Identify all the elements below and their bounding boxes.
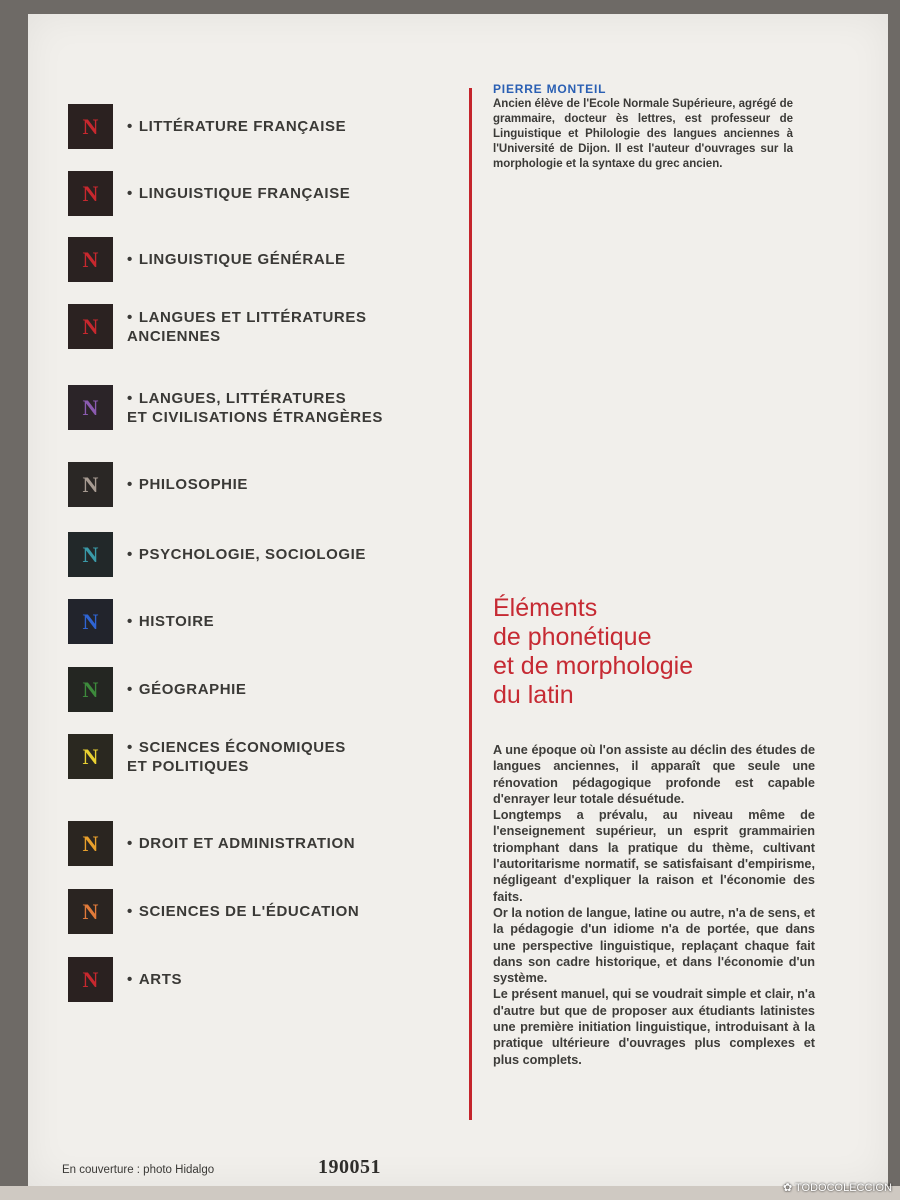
n-logo-icon: N <box>68 957 113 1002</box>
bullet-icon: • <box>127 613 133 630</box>
title-line: du latin <box>493 681 574 709</box>
bullet-icon: • <box>127 546 133 563</box>
series-label-text: SCIENCES DE L'ÉDUCATION <box>138 903 360 920</box>
series-label <box>127 389 383 427</box>
series-label <box>127 545 366 564</box>
description-paragraph: Longtemps a prévalu, au niveau même de l'enseignement supérieur, un esprit grammairien triomphant dans la pratique du thème, cultivant l'autoritarisme normatif, se satisfaisant d'empirisme, négligeant d'expliquer la raison et l'économie des faits. <box>493 808 815 904</box>
series-label <box>127 308 367 346</box>
series-label-line <box>127 902 359 921</box>
author-name: PIERRE MONTEIL <box>493 82 607 96</box>
series-label <box>127 834 355 853</box>
series-label-line <box>127 475 248 494</box>
series-item <box>68 957 182 1002</box>
n-logo-icon: N <box>68 104 113 149</box>
title-line: et de morphologie <box>493 652 694 680</box>
series-label-line <box>127 834 355 853</box>
red-divider-line <box>469 88 472 1120</box>
series-label <box>127 117 346 136</box>
series-label-text: LINGUISTIQUE GÉNÉRALE <box>138 251 346 268</box>
bullet-icon: • <box>127 971 133 988</box>
series-label <box>127 184 350 203</box>
series-label-text: PHILOSOPHIE <box>138 476 248 493</box>
author-bio: Ancien élève de l'Ecole Normale Supérieure, agrégé de grammaire, docteur ès lettres, est professeur de Linguistique et Philologie des langues anciennes à l'Université de Dijon. Il est l'auteur d'ouvrages sur la morphologie et la syntaxe du grec ancien. <box>493 98 793 170</box>
series-item <box>68 385 383 430</box>
bullet-icon: • <box>127 738 133 756</box>
series-label-line: ET CIVILISATIONS ÉTRANGÈRES <box>127 408 383 426</box>
n-logo-icon: N <box>68 237 113 282</box>
series-label-line <box>127 184 350 203</box>
series-item <box>68 304 367 349</box>
n-logo-icon: N <box>68 889 113 934</box>
series-label-line <box>127 250 346 269</box>
book-description <box>493 742 815 1068</box>
n-logo-icon: N <box>68 821 113 866</box>
series-label-line <box>127 308 367 327</box>
series-label <box>127 738 346 776</box>
series-label <box>127 250 346 269</box>
cover-photo-credit: En couverture : photo Hidalgo <box>62 1164 215 1176</box>
bullet-icon: • <box>127 251 133 268</box>
book-title <box>493 594 813 710</box>
catalog-number: 190051 <box>318 1156 381 1178</box>
series-label-line <box>127 117 346 136</box>
n-logo-icon: N <box>68 171 113 216</box>
series-item <box>68 104 346 149</box>
series-label <box>127 612 214 631</box>
series-label-text: LITTÉRATURE FRANÇAISE <box>138 118 347 135</box>
bullet-icon: • <box>127 308 133 326</box>
series-label-line <box>127 389 383 408</box>
series-item <box>68 821 355 866</box>
n-logo-icon: N <box>68 599 113 644</box>
description-paragraph: Or la notion de langue, latine ou autre, n'a de sens, et la pédagogie d'un idiome n'a de portée, que dans une perspective linguistique, replaçant chaque fait dans son cadre historique, et dans l'économie d'un système. <box>493 905 815 986</box>
bullet-icon: • <box>127 681 133 698</box>
series-label-line <box>127 612 214 631</box>
series-label-text: LINGUISTIQUE FRANÇAISE <box>138 185 351 202</box>
series-label-text: LANGUES ET LITTÉRATURES <box>138 308 367 326</box>
series-label-line <box>127 738 346 757</box>
series-label-text: PSYCHOLOGIE, SOCIOLOGIE <box>138 546 367 563</box>
series-label <box>127 475 248 494</box>
n-logo-icon: N <box>68 462 113 507</box>
n-logo-icon: N <box>68 385 113 430</box>
series-label <box>127 680 247 699</box>
watermark: ✿ TODOCOLECCION <box>782 1182 892 1194</box>
bullet-icon: • <box>127 185 133 202</box>
series-label-text: SCIENCES ÉCONOMIQUES <box>138 738 346 756</box>
series-label <box>127 970 182 989</box>
bullet-icon: • <box>127 476 133 493</box>
series-label-line <box>127 970 182 989</box>
description-paragraph: Le présent manuel, qui se voudrait simple et clair, n'a d'autre but que de proposer aux étudiants latinistes une première initiation linguistique, introduisant à la pratique ultérieure d'ouvrages plus complexes et plus complets. <box>493 987 815 1067</box>
series-label-line: ET POLITIQUES <box>127 757 249 775</box>
series-label-line: ANCIENNES <box>127 327 221 345</box>
title-line: Éléments <box>493 594 598 622</box>
n-logo-icon: N <box>68 734 113 779</box>
series-label-text: ARTS <box>138 971 183 988</box>
table-surface <box>0 1186 900 1200</box>
series-item <box>68 171 350 216</box>
series-label <box>127 902 359 921</box>
series-item <box>68 734 346 779</box>
title-line: de phonétique <box>493 623 652 651</box>
series-item <box>68 667 247 712</box>
series-label-text: HISTOIRE <box>138 613 215 630</box>
n-logo-icon: N <box>68 667 113 712</box>
bullet-icon: • <box>127 903 133 920</box>
series-label-text: DROIT ET ADMINISTRATION <box>138 835 356 852</box>
series-item <box>68 237 346 282</box>
series-item <box>68 889 359 934</box>
n-logo-icon: N <box>68 304 113 349</box>
series-label-line <box>127 680 247 699</box>
n-logo-icon: N <box>68 532 113 577</box>
series-label-text: GÉOGRAPHIE <box>138 681 247 698</box>
bullet-icon: • <box>127 118 133 135</box>
description-paragraph: A une époque où l'on assiste au déclin des études de langues anciennes, il apparaît que seule une rénovation pédagogique profonde est capable d'enrayer leur totale désuétude. <box>493 743 815 806</box>
series-label-line <box>127 545 366 564</box>
series-label-text: LANGUES, LITTÉRATURES <box>138 389 347 407</box>
author-block <box>493 82 793 172</box>
series-item <box>68 599 214 644</box>
bullet-icon: • <box>127 389 133 407</box>
book-back-cover <box>28 14 888 1186</box>
series-item <box>68 462 248 507</box>
series-item <box>68 532 366 577</box>
bullet-icon: • <box>127 835 133 852</box>
